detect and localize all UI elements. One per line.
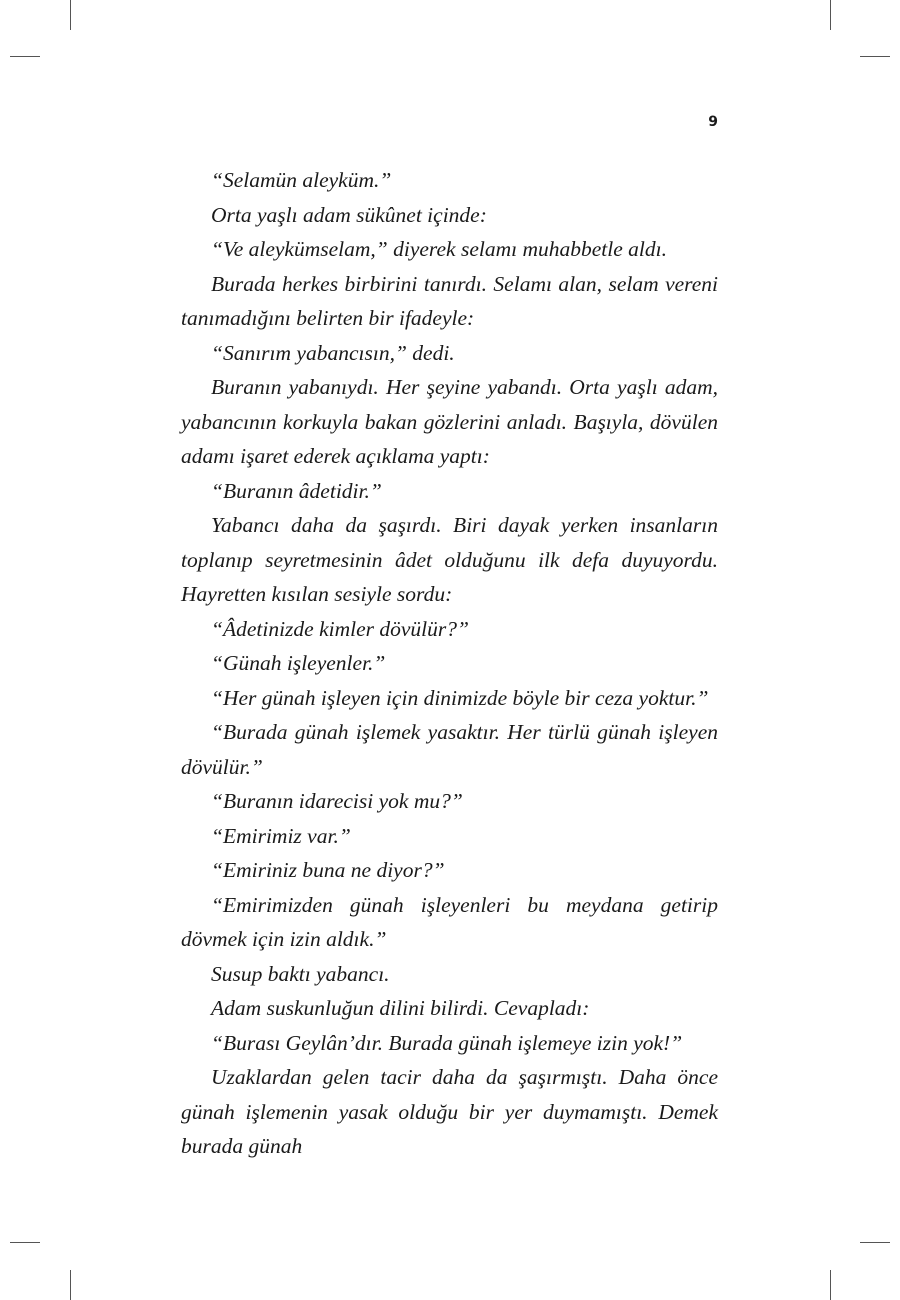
crop-mark-top-left-vertical (70, 0, 71, 30)
paragraph: Orta yaşlı adam sükûnet içinde: (211, 202, 487, 227)
crop-mark-top-right-vertical (830, 0, 831, 30)
paragraph: “Emirimizden günah işleyenleri bu meydana getirip dövmek için izin aldık.” (181, 892, 718, 951)
paragraph: “Sanırım yabancısın,” dedi. (211, 340, 455, 365)
crop-mark-bottom-left-vertical (70, 1270, 71, 1300)
paragraph: Buranın yabanıydı. Her şeyine yabandı. Orta yaşlı adam, yabancının korkuyla bakan gözlerini anladı. Başıyla, dövülen adamı işaret ederek açıklama yaptı: (181, 375, 718, 468)
crop-mark-bottom-left-horizontal (10, 1242, 40, 1243)
crop-mark-top-right-horizontal (860, 56, 890, 57)
paragraph: “Günah işleyenler.” (211, 651, 386, 675)
paragraph: “Emiriniz buna ne diyor?” (211, 858, 445, 882)
paragraph: Adam suskunluğun dilini bilirdi. Cevapladı: (211, 996, 590, 1020)
paragraph: Uzaklardan gelen tacir daha da şaşırmıştı. Daha önce günah işlemenin yasak olduğu bir yer duymamıştı. Demek burada günah (181, 1065, 718, 1158)
paragraph: “Burası Geylân’dır. Burada günah işlemeye izin yok!” (211, 1030, 683, 1055)
page-number: 9 (708, 114, 718, 130)
paragraph: “Âdetinizde kimler dövülür?” (211, 616, 469, 641)
paragraph: “Ve aleykümselam,” diyerek selamı muhabbetle aldı. (211, 237, 667, 261)
crop-mark-bottom-right-horizontal (860, 1242, 890, 1243)
paragraph: Yabancı daha da şaşırdı. Biri dayak yerken insanların toplanıp seyretmesinin âdet olduğunu ilk defa duyuyordu. Hayretten kısılan sesiyle sordu: (181, 513, 718, 606)
paragraph: “Buranın âdetidir.” (211, 478, 382, 503)
paragraph: “Her günah işleyen için dinimizde böyle bir ceza yoktur.” (211, 685, 709, 710)
paragraph: Susup baktı yabancı. (211, 961, 390, 986)
crop-mark-top-left-horizontal (10, 56, 40, 57)
paragraph: Burada herkes birbirini tanırdı. Selamı alan, selam vereni tanımadığını belirten bir ifadeyle: (181, 271, 718, 330)
paragraph: “Emirimiz var.” (211, 823, 351, 848)
paragraph: “Burada günah işlemek yasaktır. Her türlü günah işleyen dövülür.” (181, 720, 718, 779)
paragraph: “Buranın idarecisi yok mu?” (211, 789, 463, 813)
body-text (181, 163, 718, 1164)
paragraph: “Selamün aleyküm.” (211, 168, 392, 192)
crop-mark-bottom-right-vertical (830, 1270, 831, 1300)
